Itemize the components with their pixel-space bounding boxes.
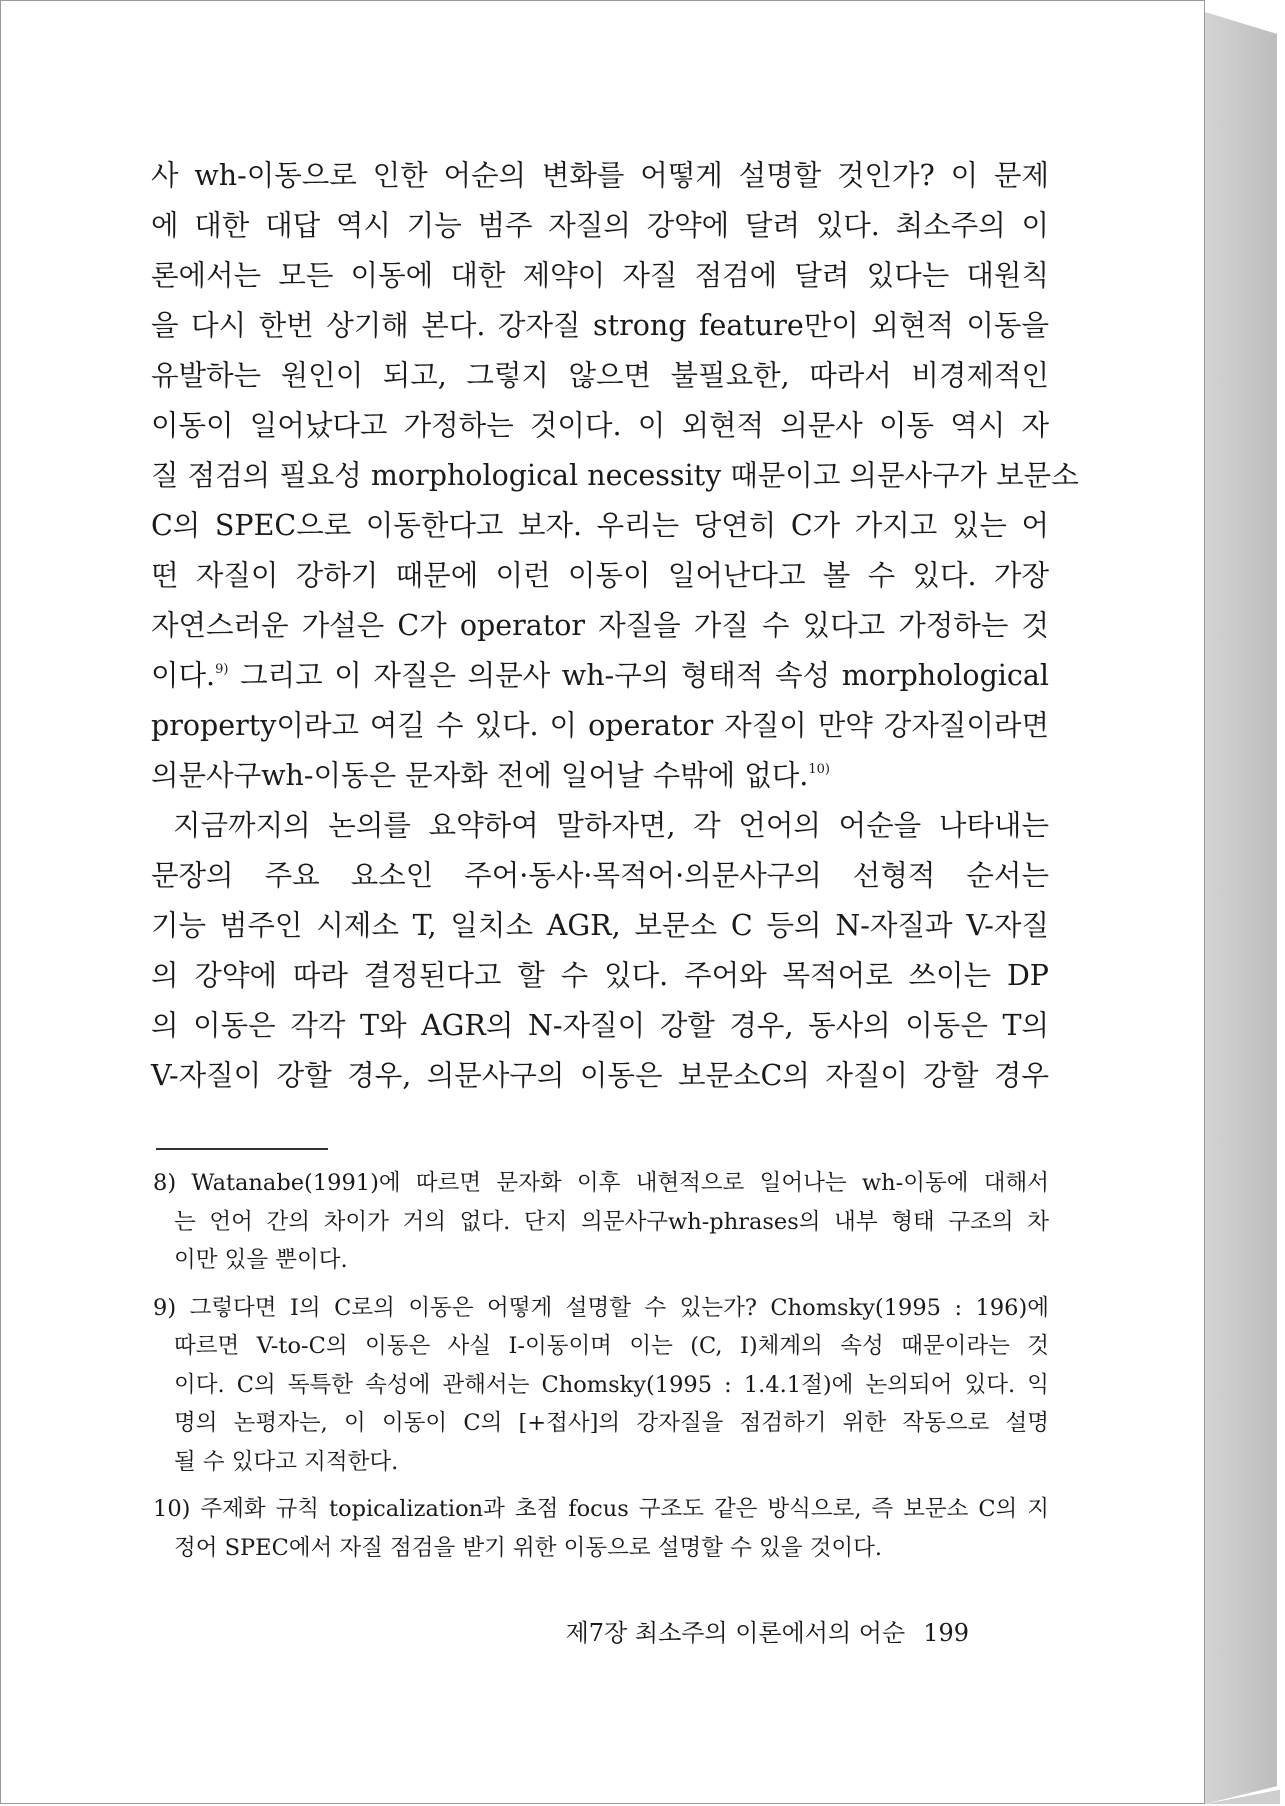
footnote-line: 10) 주제화 규칙 topicalization과 초점 focus 구조도 같은 방식으로, 즉 보문소 C의 지 bbox=[153, 1496, 1049, 1522]
footnote-ref-9[interactable]: 9) bbox=[215, 662, 229, 677]
footnote-line: 정어 SPEC에서 자질 점검을 받기 위한 이동으로 설명할 수 있을 것이다. bbox=[174, 1534, 882, 1561]
text-line: 유발하는 원인이 되고, 그렇지 않으면 불필요한, 따라서 비경제적인 bbox=[151, 359, 1049, 392]
footnote-line: 이만 있을 뿐이다. bbox=[174, 1247, 348, 1273]
text-line: 론에서는 모든 이동에 대한 제약이 자질 점검에 달려 있다는 대원칙 bbox=[151, 259, 1049, 292]
text-line: property이라고 여길 수 있다. 이 operator 자질이 만약 강자질이라면 bbox=[151, 709, 1049, 742]
footnote-line: 9) 그렇다면 I의 C로의 이동은 어떻게 설명할 수 있는가? Chomsky(1995 : 196)에 bbox=[153, 1294, 1049, 1321]
footnote-line: 는 언어 간의 차이가 거의 없다. 단지 의문사구wh-phrases의 내부 형태 구조의 차 bbox=[174, 1208, 1049, 1235]
text-line: 사 wh-이동으로 인한 어순의 변화를 어떻게 설명할 것인가? 이 문제 bbox=[151, 159, 1049, 192]
body-text bbox=[151, 151, 1079, 1101]
footnote-line: 8) Watanabe(1991)에 따르면 문자화 이후 내현적으로 일어나는 wh-이동에 대해서 bbox=[153, 1170, 1049, 1196]
footnote-10 bbox=[153, 1490, 1049, 1567]
page-number: 199 bbox=[923, 1619, 969, 1647]
text-line bbox=[151, 751, 1049, 801]
text-line: C의 SPEC으로 이동한다고 보자. 우리는 당연히 C가 가지고 있는 어 bbox=[151, 509, 1049, 542]
page-stack-edge bbox=[1205, 12, 1277, 1804]
text-line: 질 점검의 필요성 morphological necessity 때문이고 의문사구가 보문소 bbox=[151, 459, 1079, 492]
footnote-8 bbox=[153, 1164, 1049, 1280]
paragraph-2-line: 의 이동은 각각 T와 AGR의 N-자질이 강할 경우, 동사의 이동은 T의 bbox=[151, 1009, 1049, 1042]
paragraph-2-line: 문장의 주요 요소인 주어·동사·목적어·의문사구의 선형적 순서는 bbox=[151, 859, 1049, 892]
paragraph-2-line: V-자질이 강할 경우, 의문사구의 이동은 보문소C의 자질이 강할 경우 bbox=[151, 1059, 1049, 1092]
chapter-title: 제7장 최소주의 이론에서의 어순 bbox=[565, 1619, 906, 1647]
paragraph-2-line: 지금까지의 논의를 요약하여 말하자면, 각 언어의 어순을 나타내는 bbox=[173, 809, 1049, 842]
text-line: 떤 자질이 강하기 때문에 이런 이동이 일어난다고 볼 수 있다. 가장 bbox=[151, 559, 1049, 592]
text-segment: 의문사구wh-이동은 문자화 전에 일어날 수밖에 없다. bbox=[151, 759, 809, 792]
footnote-line: 따르면 V-to-C의 이동은 사실 I-이동이며 이는 (C, I)체계의 속성 때문이라는 것 bbox=[174, 1333, 1049, 1359]
footnote-line: 될 수 있다고 지적한다. bbox=[174, 1448, 399, 1475]
text-line: 에 대한 대답 역시 기능 범주 자질의 강약에 달려 있다. 최소주의 이 bbox=[151, 209, 1049, 242]
text-segment: 그리고 이 자질은 의문사 wh-구의 형태적 속성 morphological bbox=[228, 659, 1049, 692]
paragraph-2-line: 기능 범주인 시제소 T, 일치소 AGR, 보문소 C 등의 N-자질과 V-자질 bbox=[151, 909, 1049, 942]
footnote-9 bbox=[153, 1289, 1049, 1482]
footnote-line: 이다. C의 독특한 속성에 관해서는 Chomsky(1995 : 1.4.1절)에 논의되어 있다. 익 bbox=[174, 1371, 1049, 1398]
text-line: 자연스러운 가설은 C가 operator 자질을 가질 수 있다고 가정하는 것 bbox=[151, 609, 1049, 642]
running-footer bbox=[566, 1613, 969, 1648]
footnotes bbox=[153, 1164, 1049, 1576]
footnote-divider bbox=[156, 1148, 328, 1150]
paragraph-2-line: 의 강약에 따라 결정된다고 할 수 있다. 주어와 목적어로 쓰이는 DP bbox=[151, 959, 1049, 992]
text-line: 을 다시 한번 상기해 본다. 강자질 strong feature만이 외현적 이동을 bbox=[151, 309, 1049, 342]
text-line: 이동이 일어났다고 가정하는 것이다. 이 외현적 의문사 이동 역시 자 bbox=[151, 409, 1049, 442]
text-line bbox=[151, 651, 1049, 701]
footnote-ref-10[interactable]: 10) bbox=[808, 762, 830, 777]
footnote-line: 명의 논평자는, 이 이동이 C의 [+접사]의 강자질을 점검하기 위한 작동으로 설명 bbox=[174, 1410, 1049, 1436]
text-segment: 이다. bbox=[151, 659, 216, 692]
